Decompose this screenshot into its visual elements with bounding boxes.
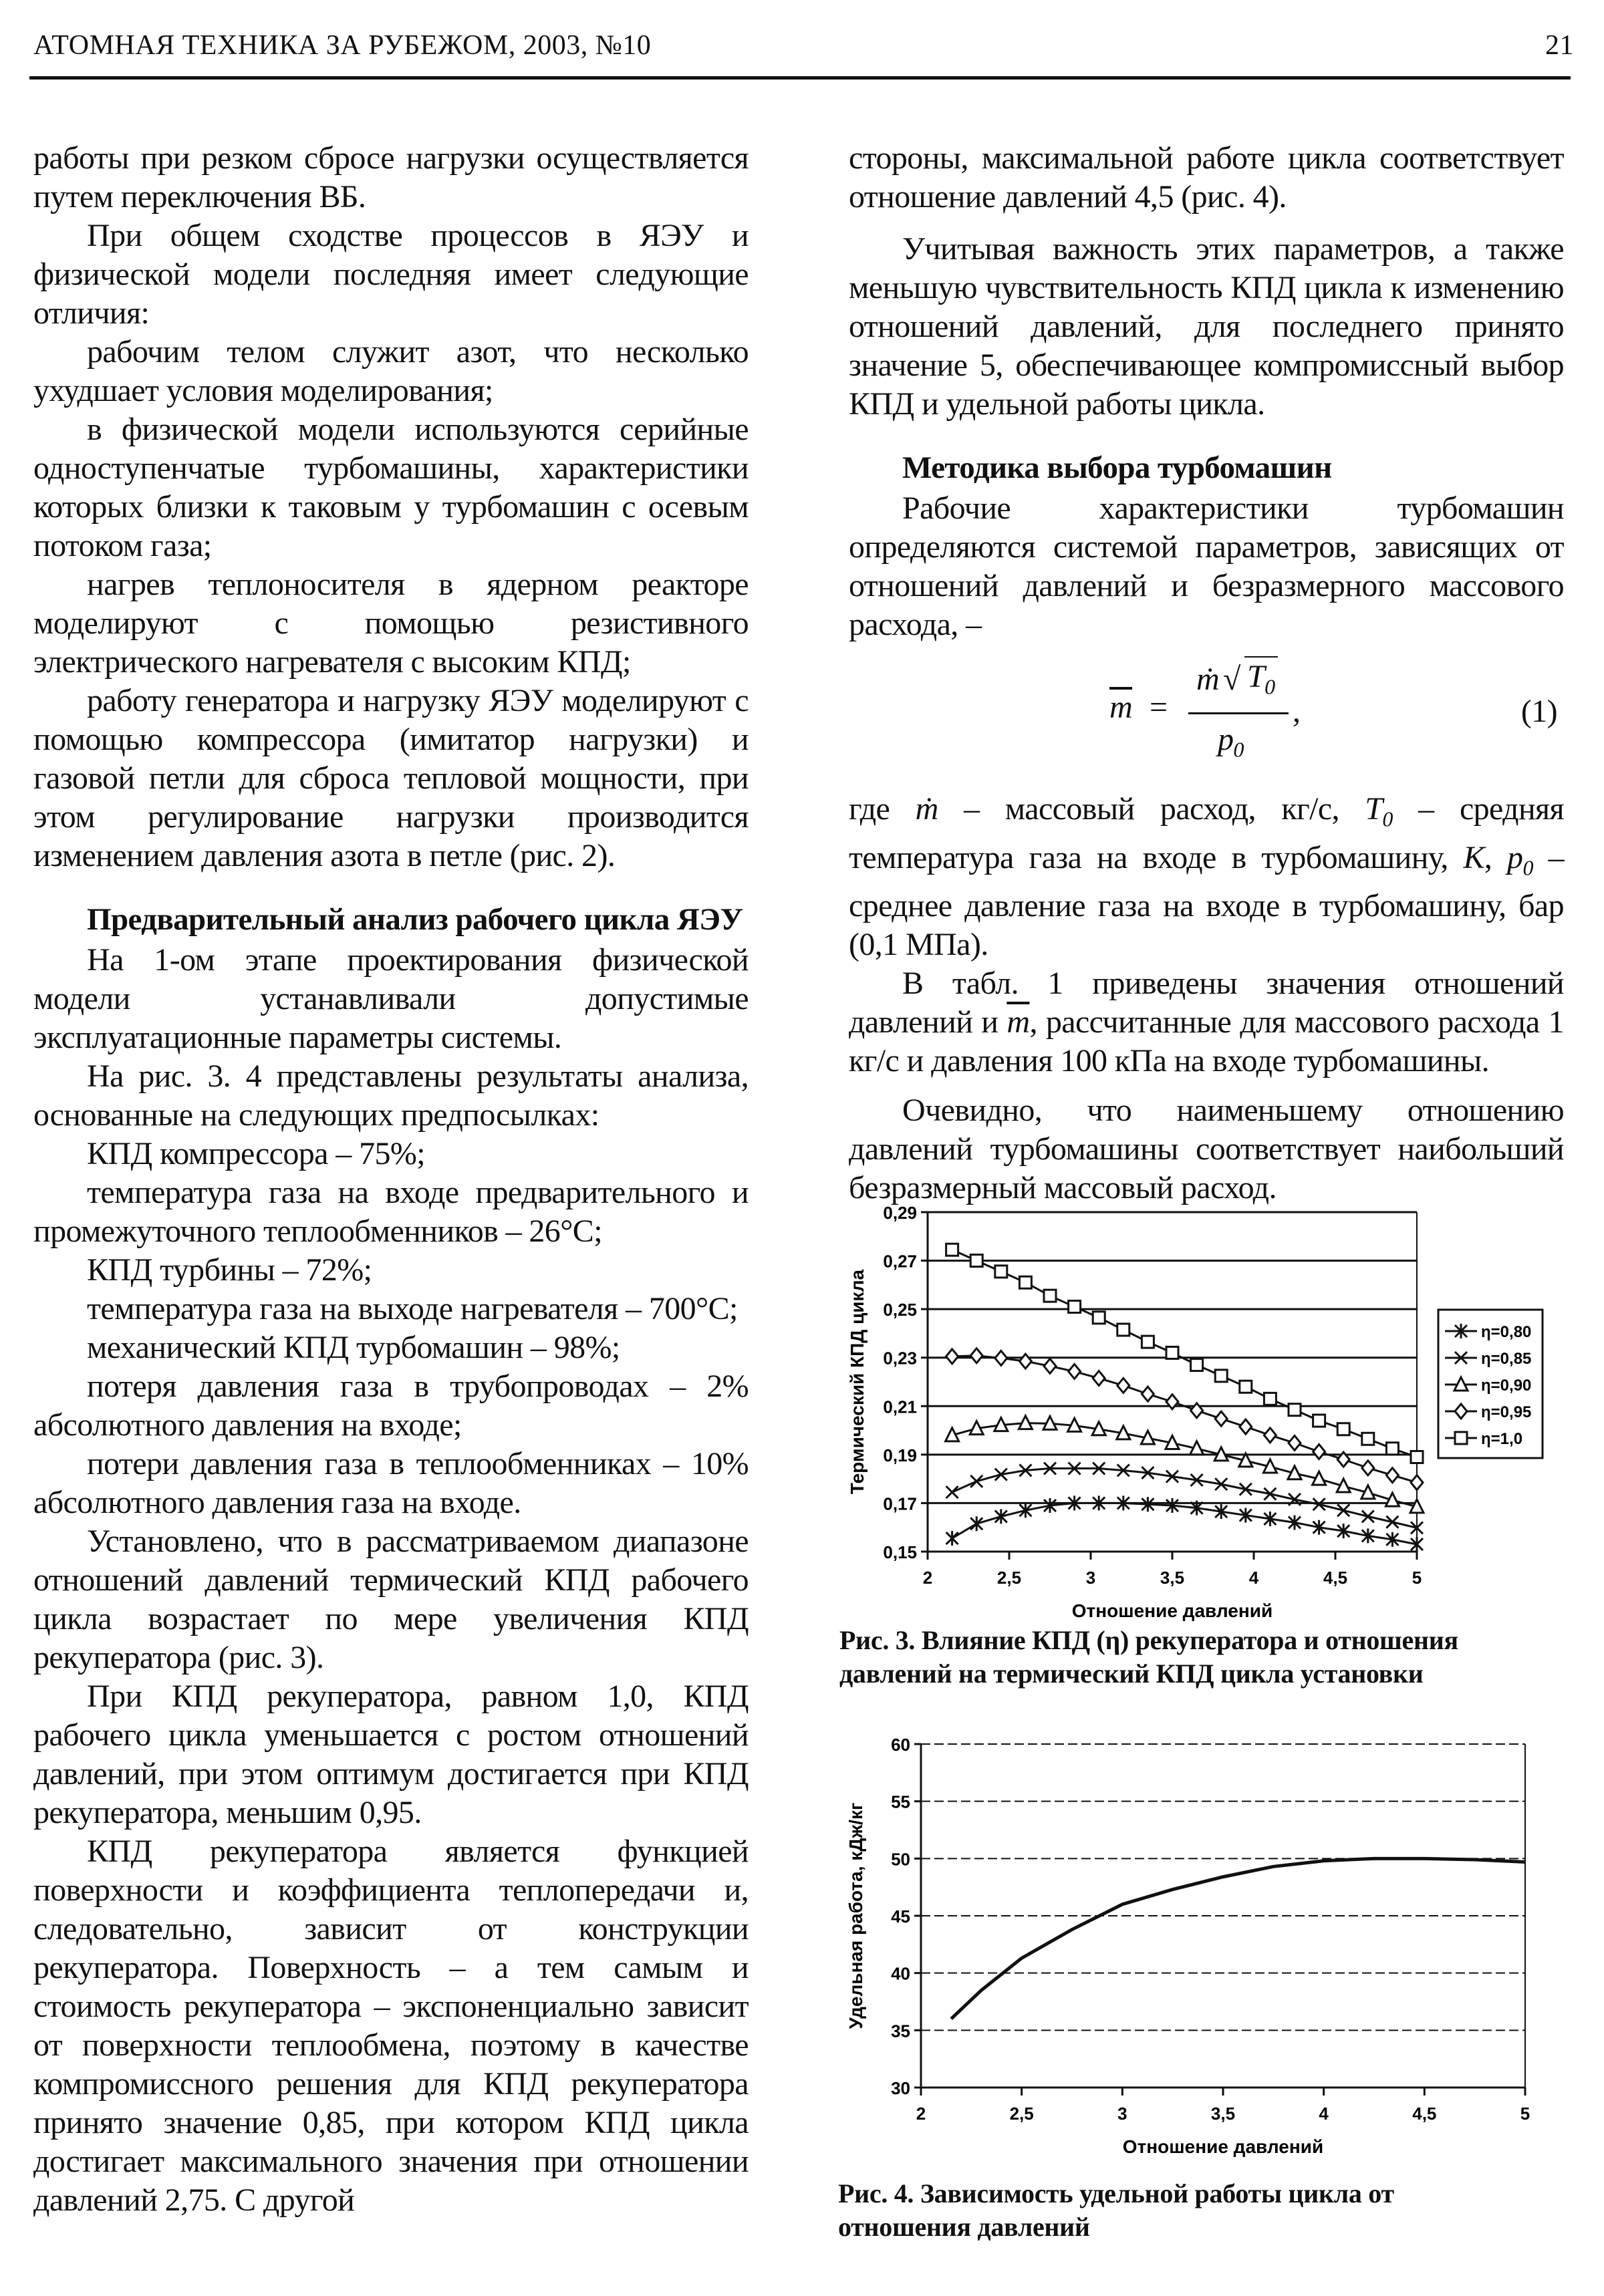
- symbol-K: K: [1463, 839, 1484, 875]
- series-line: [952, 1469, 1417, 1528]
- y-tick-label: 55: [891, 1791, 910, 1812]
- series-line: [952, 1503, 1417, 1544]
- paragraph: работу генератора и нагрузку ЯЭУ моделируют с помощью компрессора (имитатор нагрузки) и газовой петли для сброса тепловой мощности, при этом регулирование нагрузки производится изменением давления азота в петле (рис. 2).: [33, 683, 749, 873]
- symbol-p: p: [1507, 839, 1523, 875]
- square-marker: [1117, 1324, 1129, 1336]
- paragraph: Очевидно, что наименьшему отношению давлений турбомашины соответствует наибольший безразмерный массовый расход.: [849, 1093, 1564, 1206]
- symbol-T: T: [1365, 791, 1383, 827]
- y-tick-label: 50: [891, 1849, 910, 1870]
- x-tick-label: 3: [1085, 1568, 1096, 1588]
- y-axis-title: Удельная работа, кДж/кг: [845, 1802, 866, 2029]
- diamond-marker: [1044, 1358, 1056, 1373]
- figure-3-caption: Рис. 3. Влияние КПД (η) рекуператора и отношения давлений на термический КПД цикла установки: [839, 1625, 1458, 1689]
- x-tick-label: 2,5: [1009, 2104, 1034, 2124]
- page-number: 21: [1545, 30, 1574, 61]
- text: ,: [1484, 839, 1508, 875]
- text: где: [849, 791, 916, 827]
- paragraph: КПД компрессора – 75%;: [87, 1136, 425, 1171]
- diamond-marker: [970, 1348, 982, 1363]
- paragraph: в физической модели используются серийные одноступенчатые турбомашины, характеристики которых близки к таковым у турбомашин с осевым потоком газа;: [33, 412, 749, 563]
- subscript: 0: [1382, 807, 1393, 831]
- legend-label: η=0,95: [1481, 1403, 1532, 1421]
- diamond-marker: [995, 1350, 1007, 1365]
- paragraph: потеря давления газа в трубопроводах – 2% абсолютного давления на входе;: [33, 1369, 749, 1443]
- square-marker: [1289, 1404, 1301, 1416]
- paragraph: Установлено, что в рассматриваемом диапазоне отношений давлений термический КПД рабочего цикла возрастает по мере увеличения КПД рекуператора (рис. 3).: [33, 1524, 749, 1675]
- square-marker: [1215, 1370, 1227, 1382]
- paragraph: потери давления газа в теплообменниках – 10% абсолютного давления газа на входе.: [33, 1446, 749, 1520]
- x-marker: [1337, 1504, 1349, 1516]
- diamond-marker: [1093, 1371, 1105, 1386]
- square-marker: [1240, 1381, 1252, 1393]
- square-marker: [1411, 1451, 1423, 1463]
- x-tick-label: 4,5: [1323, 1568, 1348, 1588]
- paragraph: На 1-ом этапе проектирования физической модели устанавливали допустимые эксплуатационные параметры системы.: [33, 942, 749, 1055]
- square-marker: [970, 1255, 982, 1267]
- subscript: 0: [1233, 737, 1244, 762]
- y-tick-label: 45: [891, 1906, 910, 1926]
- diamond-marker: [1411, 1475, 1423, 1490]
- diamond-marker: [1069, 1364, 1081, 1379]
- square-marker: [1191, 1359, 1203, 1371]
- text: В табл. 1 приведены значения отношений давлений и: [849, 966, 1564, 1040]
- section-heading: Предварительный анализ рабочего цикла ЯЭУ: [87, 902, 743, 937]
- paragraph: На рис. 3. 4 представлены результаты анализа, основанные на следующих предпосылках:: [33, 1058, 749, 1133]
- square-marker: [995, 1266, 1007, 1278]
- y-axis-title: Термический КПД цикла: [847, 1269, 867, 1495]
- text: , рассчитанные для массового расхода 1 кг/с и давления 100 кПа на входе турбомашины.: [849, 1004, 1565, 1079]
- x-tick-label: 2: [922, 1568, 933, 1588]
- subscript: 0: [1264, 674, 1275, 699]
- formula-comma: ,: [1293, 694, 1301, 729]
- x-tick-label: 5: [1412, 1568, 1422, 1588]
- square-marker: [1264, 1393, 1276, 1405]
- subscript: 0: [1522, 855, 1533, 880]
- symbol-mdot: ṁ: [915, 791, 938, 827]
- diamond-marker: [1289, 1435, 1301, 1450]
- square-marker: [1455, 1432, 1467, 1444]
- square-marker: [1044, 1290, 1056, 1302]
- diamond-marker: [946, 1349, 958, 1364]
- x-tick-label: 2,5: [996, 1568, 1022, 1588]
- legend-label: η=0,90: [1481, 1377, 1532, 1395]
- sqrt-sign: √: [1223, 662, 1240, 697]
- diamond-marker: [1215, 1411, 1227, 1426]
- paragraph: КПД рекуператора является функцией поверхности и коэффициента теплопередачи и, следовательно, зависит от конструкции рекуператора. Поверхность – а тем самым и стоимость рекуператора – экспоненциально зависит от поверхности теплообмена, поэтому в качестве компромиссного решения для КПД рекуператора принято значение 0,85, при котором КПД цикла достигает максимального значения при отношении давлений 2,75. С другой: [33, 1834, 749, 2218]
- x-axis-title: Отношение давлений: [1071, 1600, 1273, 1621]
- legend-label: η=0,85: [1481, 1350, 1532, 1368]
- text: – средняя температура газа на входе в турбомашину,: [849, 791, 1564, 875]
- paragraph: При общем сходстве процессов в ЯЭУ и физической модели последняя имеет следующие отличия:: [33, 218, 749, 331]
- paragraph: При КПД рекуператора, равном 1,0, КПД рабочего цикла уменьшается с ростом отношений давлений, при этом оптимум достигается при КПД рекуператора, меньшим 0,95.: [33, 1679, 749, 1830]
- y-tick-label: 0,23: [883, 1348, 917, 1369]
- square-marker: [1142, 1336, 1154, 1348]
- diamond-marker: [1240, 1419, 1252, 1434]
- paragraph: температура газа на выходе нагревателя – 700°С;: [87, 1291, 738, 1326]
- formula-mdot: ṁ: [1196, 662, 1220, 697]
- square-marker: [1019, 1276, 1031, 1288]
- diamond-marker: [1313, 1445, 1325, 1459]
- formula-T: T: [1247, 659, 1265, 694]
- square-marker: [1337, 1423, 1349, 1435]
- x-tick-label: 4: [1319, 2104, 1329, 2124]
- asterisk-marker: [946, 1531, 958, 1546]
- paragraph: рабочим телом служит азот, что несколько ухудшает условия моделирования;: [33, 334, 749, 408]
- x-tick-label: 3,5: [1160, 1568, 1185, 1588]
- diamond-marker: [1362, 1461, 1374, 1475]
- diamond-marker: [1117, 1378, 1129, 1393]
- x-axis-title: Отношение давлений: [1122, 2136, 1324, 2157]
- figure-4-caption: Рис. 4. Зависимость удельной работы цикла от отношения давлений: [838, 2178, 1394, 2242]
- paragraph: работы при резком сбросе нагрузки осуществляется путем переключения ВБ.: [33, 140, 749, 214]
- square-marker: [1362, 1433, 1374, 1445]
- paragraph: температура газа на входе предварительного и промежуточного теплообменников – 26°С;: [33, 1175, 749, 1249]
- text: – среднее давление газа на входе в турбомашину, бар (0,1 МПа).: [849, 839, 1564, 963]
- x-tick-label: 3: [1117, 2104, 1127, 2124]
- legend-label: η=0,80: [1481, 1323, 1532, 1341]
- x-marker: [970, 1475, 982, 1487]
- text: – массовый расход, кг/с,: [938, 791, 1365, 827]
- x-tick-label: 4,5: [1412, 2104, 1437, 2124]
- legend-label: η=1,0: [1481, 1430, 1523, 1448]
- y-tick-label: 35: [891, 2021, 910, 2041]
- square-marker: [1313, 1415, 1325, 1427]
- y-tick-label: 0,25: [883, 1300, 917, 1320]
- y-tick-label: 0,17: [883, 1493, 917, 1514]
- square-marker: [1166, 1346, 1178, 1358]
- symbol-m-bar: $\overline{m}$: [1007, 1004, 1030, 1040]
- square-marker: [1386, 1443, 1398, 1455]
- diamond-marker: [1142, 1387, 1154, 1401]
- y-tick-label: 30: [891, 2078, 910, 2098]
- square-marker: [946, 1244, 958, 1256]
- paragraph: нагрев теплоносителя в ядерном реакторе моделируют с помощью резистивного электрического нагревателя с высоким КПД;: [33, 567, 749, 680]
- y-tick-label: 0,29: [883, 1203, 917, 1223]
- x-tick-label: 3,5: [1210, 2104, 1236, 2124]
- y-tick-label: 0,27: [883, 1251, 917, 1272]
- section-heading: Методика выбора турбомашин: [902, 450, 1332, 485]
- paragraph: стороны, максимальной работе цикла соответствует отношение давлений 4,5 (рис. 4).: [849, 140, 1564, 214]
- diamond-marker: [1386, 1468, 1398, 1483]
- x-tick-label: 4: [1248, 1568, 1259, 1588]
- journal-header: АТОМНАЯ ТЕХНИКА ЗА РУБЕЖОМ, 2003, №10: [33, 30, 652, 61]
- paragraph: Учитывая важность этих параметров, а также меньшую чувствительность КПД цикла к изменению отношений давлений, для последнего принято значение 5, обеспечивающее компромиссный выбор КПД и удельной работы цикла.: [849, 231, 1564, 422]
- x-marker: [946, 1486, 958, 1498]
- y-tick-label: 0,19: [883, 1445, 917, 1465]
- formula-lhs: $\overline{m}$: [1109, 690, 1133, 725]
- square-marker: [1093, 1312, 1105, 1324]
- diamond-marker: [1264, 1428, 1276, 1443]
- x-tick-label: 5: [1520, 2104, 1530, 2124]
- x-tick-label: 2: [916, 2104, 926, 2124]
- series-line: [951, 1858, 1525, 2019]
- asterisk-marker: [970, 1516, 982, 1531]
- diamond-marker: [1019, 1354, 1031, 1369]
- y-tick-label: 0,21: [883, 1397, 917, 1417]
- formula-p: p: [1218, 722, 1234, 757]
- equation-number: (1): [1520, 694, 1557, 729]
- square-marker: [1069, 1301, 1081, 1313]
- y-tick-label: 60: [891, 1735, 910, 1755]
- formula-equals: =: [1150, 690, 1168, 725]
- paragraph: Рабочие характеристики турбомашин определяются системой параметров, зависящих от отношений давлений и безразмерного массового расхода, –: [849, 490, 1564, 642]
- asterisk-marker: [995, 1509, 1007, 1524]
- y-tick-label: 40: [891, 1963, 910, 1984]
- paragraph: механический КПД турбомашин – 98%;: [87, 1330, 620, 1365]
- y-tick-label: 0,15: [883, 1542, 917, 1562]
- paragraph: КПД турбины – 72%;: [87, 1252, 372, 1288]
